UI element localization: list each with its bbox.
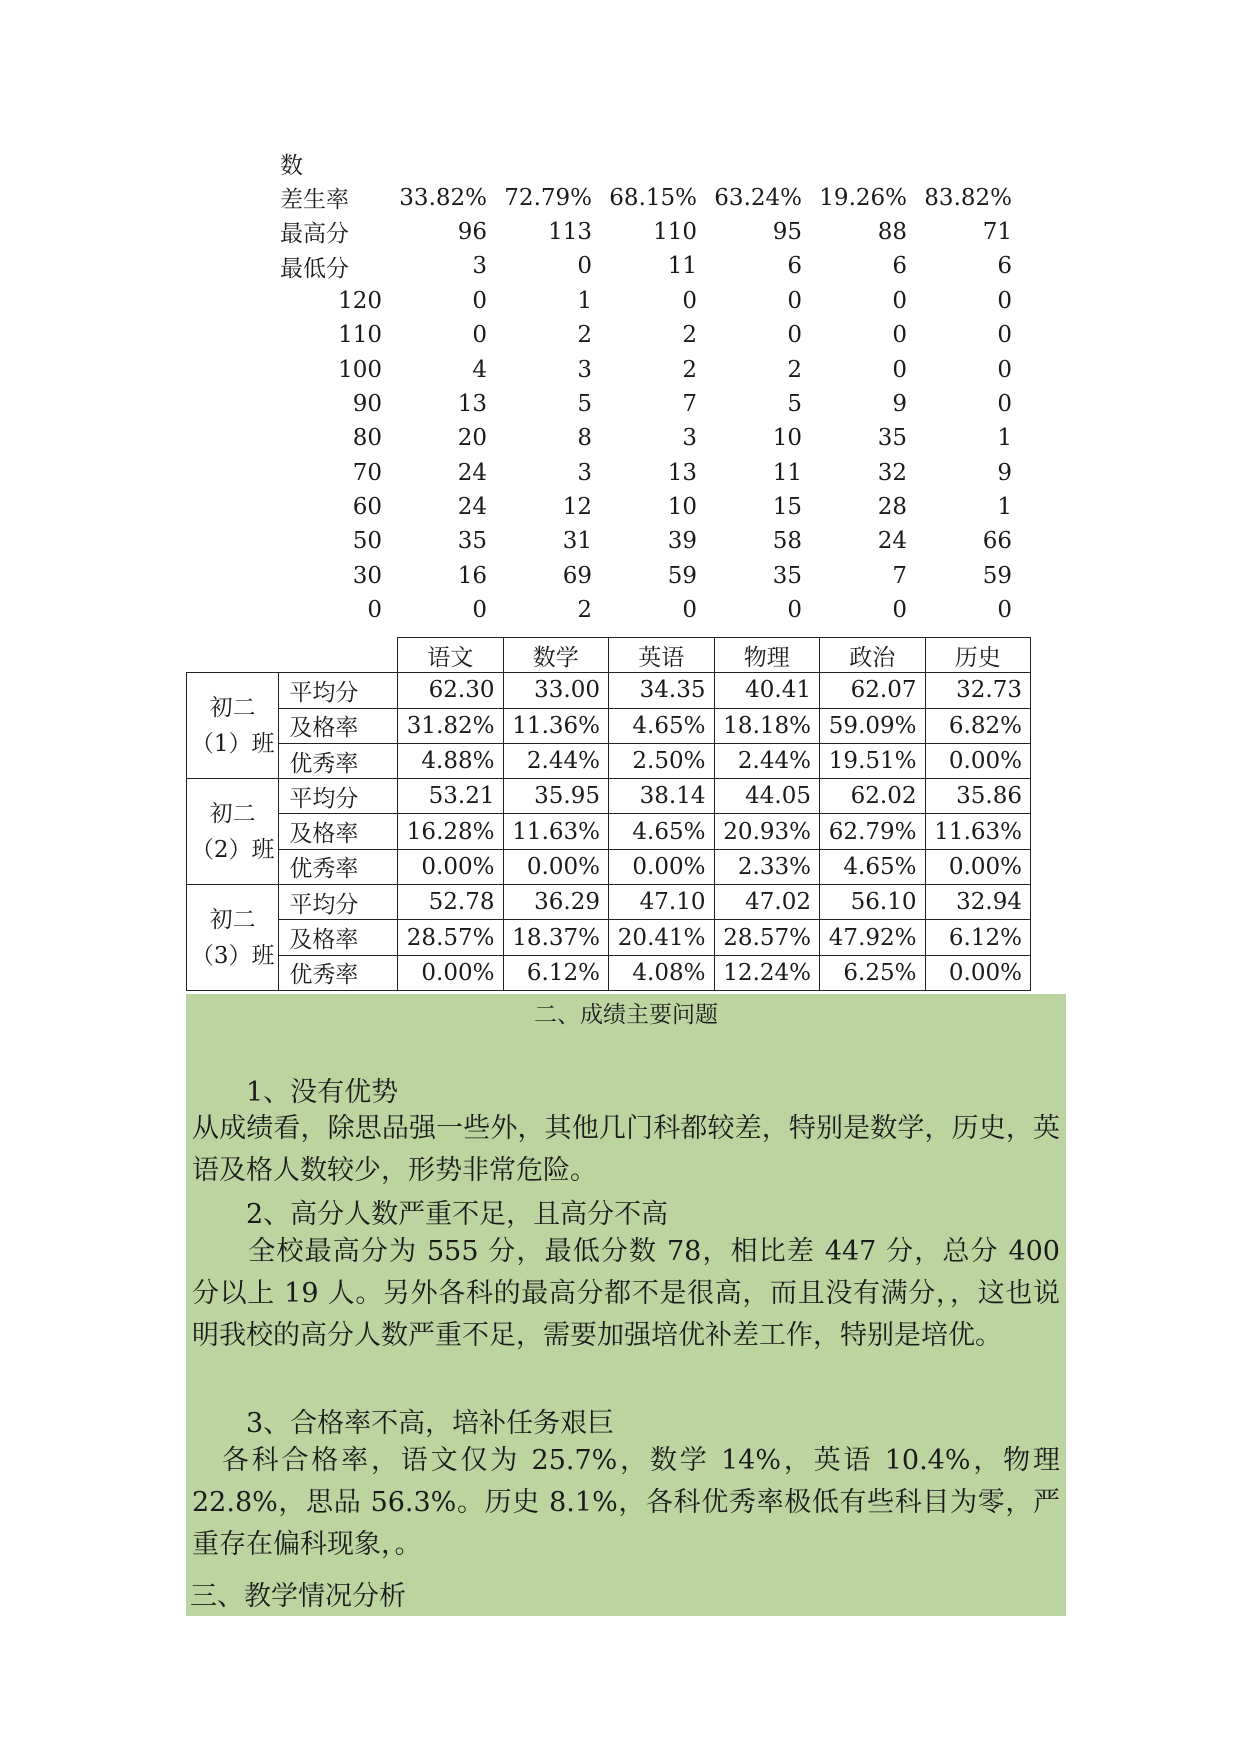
distribution-count: 0 bbox=[997, 287, 1012, 314]
distribution-row bbox=[280, 456, 1020, 490]
subject-header: 历史 bbox=[925, 638, 1031, 673]
class-stat-row bbox=[187, 955, 1031, 990]
distribution-count: 0 bbox=[472, 597, 487, 624]
distribution-count: 5 bbox=[787, 390, 802, 417]
stat-label: 差生率 bbox=[280, 187, 349, 214]
metric-value: 59.09% bbox=[820, 708, 926, 743]
metric-label: 及格率 bbox=[279, 920, 398, 955]
distribution-count: 0 bbox=[787, 322, 802, 349]
continued-label: 数 bbox=[280, 152, 303, 179]
metric-value: 56.10 bbox=[820, 885, 926, 920]
subject-header: 政治 bbox=[820, 638, 926, 673]
distribution-count: 2 bbox=[682, 322, 697, 349]
distribution-count: 3 bbox=[577, 356, 592, 383]
distribution-count: 0 bbox=[997, 390, 1012, 417]
distribution-count: 10 bbox=[772, 425, 802, 452]
metric-value: 62.02 bbox=[820, 779, 926, 814]
stat-label: 最低分 bbox=[280, 255, 349, 282]
metric-label: 及格率 bbox=[279, 814, 398, 849]
stat-value: 113 bbox=[548, 218, 592, 245]
distribution-count: 0 bbox=[997, 322, 1012, 349]
distribution-count: 4 bbox=[472, 356, 487, 383]
score-band: 30 bbox=[352, 562, 382, 589]
metric-value: 32.73 bbox=[925, 673, 1031, 708]
metric-value: 20.41% bbox=[609, 920, 715, 955]
section-heading: 二、成绩主要问题 bbox=[534, 1002, 718, 1028]
stat-value: 6 bbox=[997, 253, 1012, 280]
analysis-section bbox=[186, 994, 1066, 1616]
class-stat-row bbox=[187, 885, 1031, 920]
distribution-count: 9 bbox=[997, 459, 1012, 486]
metric-value: 47.02 bbox=[714, 885, 820, 920]
distribution-count: 20 bbox=[457, 425, 487, 452]
distribution-count: 0 bbox=[892, 356, 907, 383]
distribution-count: 12 bbox=[562, 494, 592, 521]
issue3-text: 各科合格率，语文仅为 25.7%，数学 14%，英语 10.4%，物理 22.8%，思品 56.3%。历史 8.1%，各科优秀率极低有些科目为零，严重存在偏科现象，。 bbox=[192, 1445, 1060, 1560]
distribution-count: 9 bbox=[892, 390, 907, 417]
issue2-text: 全校最高分为 555 分，最低分数 78，相比差 447 分，总分 400 分以上 19 人。另外各科的最高分都不是很高，而且没有满分，，这也说明我校的高分人数严重不足，需要加强培优补差工作，特别是培优。 bbox=[192, 1236, 1060, 1351]
distribution-count: 8 bbox=[577, 425, 592, 452]
metric-value: 2.44% bbox=[714, 743, 820, 778]
distribution-count: 5 bbox=[577, 390, 592, 417]
metric-value: 40.41 bbox=[714, 673, 820, 708]
subject-header: 英语 bbox=[609, 638, 715, 673]
score-band: 60 bbox=[352, 494, 382, 521]
subject-header: 语文 bbox=[398, 638, 504, 673]
distribution-count: 0 bbox=[787, 287, 802, 314]
stat-value: 63.24% bbox=[714, 184, 802, 211]
score-band: 80 bbox=[352, 425, 382, 452]
metric-value: 38.14 bbox=[609, 779, 715, 814]
score-distribution-table bbox=[280, 146, 1020, 627]
stat-value: 83.82% bbox=[924, 184, 1012, 211]
distribution-count: 59 bbox=[982, 562, 1012, 589]
distribution-count: 2 bbox=[577, 597, 592, 624]
class-stat-row bbox=[187, 708, 1031, 743]
class-stat-row bbox=[187, 673, 1031, 708]
subject-header: 数学 bbox=[503, 638, 609, 673]
metric-value: 47.92% bbox=[820, 920, 926, 955]
metric-value: 0.00% bbox=[925, 743, 1031, 778]
metric-value: 2.33% bbox=[714, 849, 820, 884]
metric-value: 2.44% bbox=[503, 743, 609, 778]
distribution-count: 1 bbox=[997, 494, 1012, 521]
metric-value: 4.88% bbox=[398, 743, 504, 778]
class-stat-row bbox=[187, 743, 1031, 778]
stat-value: 68.15% bbox=[609, 184, 697, 211]
distribution-count: 0 bbox=[682, 597, 697, 624]
class-stat-row bbox=[187, 849, 1031, 884]
stat-value: 19.26% bbox=[819, 184, 907, 211]
class-stat-row bbox=[187, 920, 1031, 955]
stat-value: 11 bbox=[667, 253, 697, 280]
metric-value: 11.63% bbox=[503, 814, 609, 849]
metric-value: 44.05 bbox=[714, 779, 820, 814]
stat-row bbox=[280, 249, 1020, 283]
issue2-heading: 2、高分人数严重不足，且高分不高 bbox=[246, 1199, 669, 1230]
metric-value: 19.51% bbox=[820, 743, 926, 778]
issue3-heading: 3、合格率不高，培补任务艰巨 bbox=[246, 1408, 615, 1439]
score-band: 90 bbox=[352, 390, 382, 417]
metric-value: 47.10 bbox=[609, 885, 715, 920]
distribution-row bbox=[280, 524, 1020, 558]
distribution-count: 1 bbox=[577, 287, 592, 314]
metric-value: 18.37% bbox=[503, 920, 609, 955]
distribution-row bbox=[280, 593, 1020, 627]
metric-value: 0.00% bbox=[503, 849, 609, 884]
metric-value: 0.00% bbox=[398, 955, 504, 990]
metric-value: 16.28% bbox=[398, 814, 504, 849]
metric-value: 0.00% bbox=[398, 849, 504, 884]
stat-value: 6 bbox=[787, 253, 802, 280]
metric-value: 20.93% bbox=[714, 814, 820, 849]
score-band: 110 bbox=[338, 322, 382, 349]
distribution-count: 7 bbox=[682, 390, 697, 417]
distribution-count: 13 bbox=[457, 390, 487, 417]
distribution-count: 15 bbox=[772, 494, 802, 521]
issue1-heading: 1、没有优势 bbox=[246, 1077, 399, 1108]
metric-value: 35.86 bbox=[925, 779, 1031, 814]
score-band: 50 bbox=[352, 528, 382, 555]
stat-value: 33.82% bbox=[399, 184, 487, 211]
metric-label: 优秀率 bbox=[279, 955, 398, 990]
distribution-row bbox=[280, 284, 1020, 318]
metric-value: 6.12% bbox=[503, 955, 609, 990]
distribution-count: 24 bbox=[877, 528, 907, 555]
distribution-row bbox=[280, 490, 1020, 524]
metric-value: 12.24% bbox=[714, 955, 820, 990]
distribution-count: 0 bbox=[997, 356, 1012, 383]
metric-value: 31.82% bbox=[398, 708, 504, 743]
distribution-row bbox=[280, 421, 1020, 455]
distribution-count: 58 bbox=[772, 528, 802, 555]
distribution-count: 35 bbox=[877, 425, 907, 452]
metric-value: 18.18% bbox=[714, 708, 820, 743]
class-name: 初二（1）班 bbox=[187, 673, 279, 779]
distribution-count: 39 bbox=[667, 528, 697, 555]
distribution-count: 2 bbox=[682, 356, 697, 383]
stat-row bbox=[280, 215, 1020, 249]
metric-label: 及格率 bbox=[279, 708, 398, 743]
metric-value: 28.57% bbox=[714, 920, 820, 955]
distribution-row bbox=[280, 318, 1020, 352]
metric-value: 52.78 bbox=[398, 885, 504, 920]
distribution-count: 7 bbox=[892, 562, 907, 589]
stat-value: 72.79% bbox=[504, 184, 592, 211]
distribution-count: 0 bbox=[892, 322, 907, 349]
distribution-count: 31 bbox=[562, 528, 592, 555]
metric-label: 平均分 bbox=[279, 885, 398, 920]
issue1-text: 从成绩看，除思品强一些外，其他几门科都较差，特别是数学，历史，英语及格人数较少，形势非常危险。 bbox=[192, 1113, 1060, 1186]
metric-value: 28.57% bbox=[398, 920, 504, 955]
metric-value: 4.08% bbox=[609, 955, 715, 990]
distribution-count: 35 bbox=[772, 562, 802, 589]
distribution-count: 32 bbox=[877, 459, 907, 486]
score-band: 0 bbox=[367, 597, 382, 624]
metric-value: 34.35 bbox=[609, 673, 715, 708]
stat-value: 88 bbox=[877, 218, 907, 245]
metric-value: 6.12% bbox=[925, 920, 1031, 955]
distribution-count: 13 bbox=[667, 459, 697, 486]
metric-value: 35.95 bbox=[503, 779, 609, 814]
class-stat-row bbox=[187, 814, 1031, 849]
distribution-count: 3 bbox=[577, 459, 592, 486]
metric-value: 4.65% bbox=[820, 849, 926, 884]
distribution-count: 1 bbox=[997, 425, 1012, 452]
distribution-count: 10 bbox=[667, 494, 697, 521]
metric-value: 33.00 bbox=[503, 673, 609, 708]
stat-value: 0 bbox=[577, 253, 592, 280]
distribution-count: 11 bbox=[772, 459, 802, 486]
metric-value: 0.00% bbox=[925, 955, 1031, 990]
class-name: 初二（3）班 bbox=[187, 885, 279, 991]
metric-value: 62.07 bbox=[820, 673, 926, 708]
distribution-count: 0 bbox=[892, 287, 907, 314]
distribution-count: 0 bbox=[787, 597, 802, 624]
section-three-heading: 三、教学情况分析 bbox=[190, 1581, 406, 1612]
distribution-count: 3 bbox=[682, 425, 697, 452]
distribution-row bbox=[280, 387, 1020, 421]
stat-value: 95 bbox=[772, 218, 802, 245]
continued-label-row bbox=[280, 146, 1020, 180]
score-band: 100 bbox=[338, 356, 382, 383]
score-band: 70 bbox=[352, 459, 382, 486]
distribution-count: 0 bbox=[472, 287, 487, 314]
score-band: 120 bbox=[338, 287, 382, 314]
distribution-row bbox=[280, 559, 1020, 593]
distribution-count: 0 bbox=[682, 287, 697, 314]
class-stat-row bbox=[187, 779, 1031, 814]
distribution-count: 66 bbox=[982, 528, 1012, 555]
metric-label: 优秀率 bbox=[279, 743, 398, 778]
distribution-count: 0 bbox=[472, 322, 487, 349]
subject-header: 物理 bbox=[714, 638, 820, 673]
metric-value: 32.94 bbox=[925, 885, 1031, 920]
metric-value: 4.65% bbox=[609, 814, 715, 849]
metric-value: 0.00% bbox=[925, 849, 1031, 884]
distribution-count: 2 bbox=[787, 356, 802, 383]
distribution-count: 2 bbox=[577, 322, 592, 349]
metric-value: 53.21 bbox=[398, 779, 504, 814]
metric-value: 11.36% bbox=[503, 708, 609, 743]
stat-value: 6 bbox=[892, 253, 907, 280]
metric-value: 6.82% bbox=[925, 708, 1031, 743]
stat-value: 110 bbox=[653, 218, 697, 245]
distribution-count: 35 bbox=[457, 528, 487, 555]
class-statistics-table bbox=[186, 637, 1031, 991]
distribution-count: 0 bbox=[997, 597, 1012, 624]
metric-label: 优秀率 bbox=[279, 849, 398, 884]
class-name: 初二（2）班 bbox=[187, 779, 279, 885]
distribution-row bbox=[280, 352, 1020, 386]
metric-value: 62.79% bbox=[820, 814, 926, 849]
stat-value: 3 bbox=[472, 253, 487, 280]
metric-value: 4.65% bbox=[609, 708, 715, 743]
stat-value: 96 bbox=[457, 218, 487, 245]
stat-value: 71 bbox=[982, 218, 1012, 245]
metric-label: 平均分 bbox=[279, 779, 398, 814]
distribution-count: 16 bbox=[457, 562, 487, 589]
metric-label: 平均分 bbox=[279, 673, 398, 708]
stat-row bbox=[280, 180, 1020, 214]
distribution-count: 0 bbox=[892, 597, 907, 624]
metric-value: 0.00% bbox=[609, 849, 715, 884]
stat-label: 最高分 bbox=[280, 221, 349, 248]
distribution-count: 24 bbox=[457, 494, 487, 521]
distribution-count: 24 bbox=[457, 459, 487, 486]
metric-value: 2.50% bbox=[609, 743, 715, 778]
metric-value: 36.29 bbox=[503, 885, 609, 920]
distribution-count: 69 bbox=[562, 562, 592, 589]
metric-value: 6.25% bbox=[820, 955, 926, 990]
subject-header-row bbox=[187, 638, 1031, 673]
metric-value: 62.30 bbox=[398, 673, 504, 708]
distribution-count: 59 bbox=[667, 562, 697, 589]
distribution-count: 28 bbox=[877, 494, 907, 521]
metric-value: 11.63% bbox=[925, 814, 1031, 849]
